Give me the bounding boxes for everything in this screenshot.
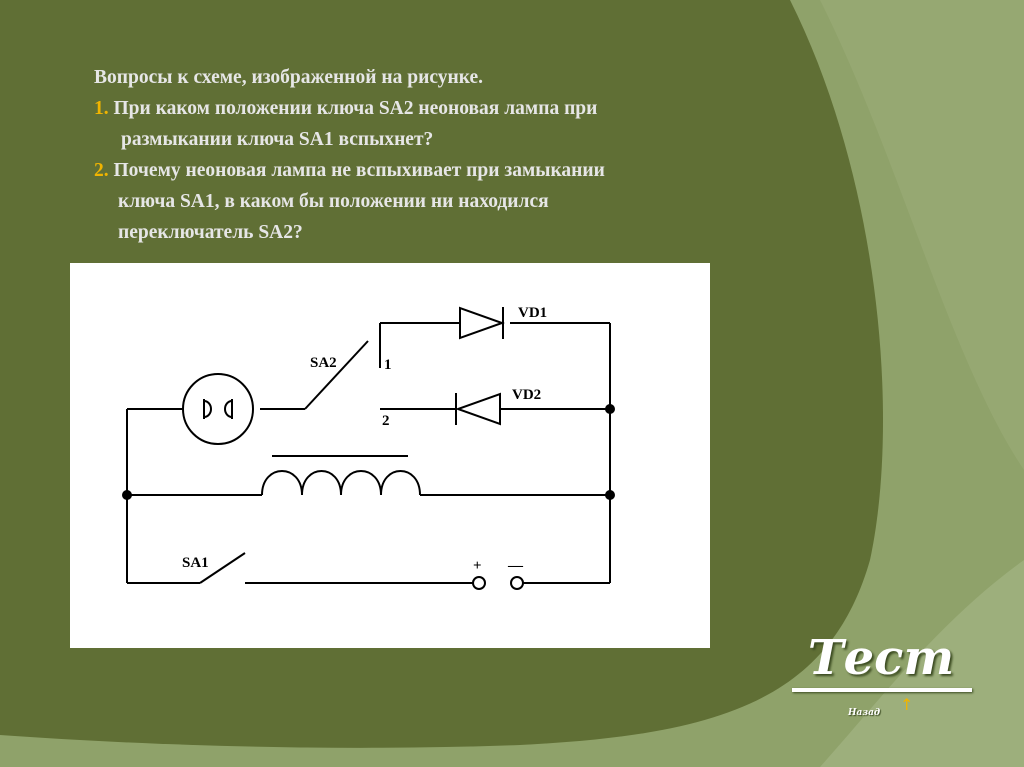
vd1-label: VD1 — [518, 305, 548, 321]
test-link-label: Тест — [807, 630, 955, 686]
question-1-line-1 — [94, 93, 794, 124]
question-2-line-2: ключа SA1, в каком бы положении ни находился — [118, 191, 549, 212]
circuit-diagram — [70, 263, 710, 648]
junction-dot — [605, 490, 615, 500]
minus-terminal — [511, 577, 523, 589]
circuit-svg — [70, 263, 710, 648]
questions-text — [94, 62, 794, 248]
neon-lamp — [183, 374, 253, 444]
question-2-line-1 — [94, 155, 794, 186]
plus-terminal — [473, 577, 485, 589]
sa2-position-2-label: 2 — [382, 413, 390, 429]
junction-dot — [122, 490, 132, 500]
question-1-line-2: размыкании ключа SA1 вспыхнет? — [121, 129, 434, 150]
question-2-text-1: Почему неоновая лампа не вспыхивает при замыкании — [113, 160, 605, 181]
test-link[interactable] — [786, 628, 976, 692]
sa2-switch-blade — [305, 341, 368, 409]
vd2-label: VD2 — [512, 387, 542, 403]
sa2-label: SA2 — [310, 355, 337, 371]
inductor-coil — [262, 456, 420, 495]
sa2-position-1-label: 1 — [384, 357, 392, 373]
diode-vd2 — [456, 393, 500, 425]
plus-label: + — [473, 558, 482, 574]
junction-dot — [605, 404, 615, 414]
test-link-underline — [792, 688, 972, 692]
sa1-label: SA1 — [182, 555, 209, 571]
diode-vd1 — [460, 307, 503, 339]
question-2-number: 2. — [94, 160, 109, 181]
back-link[interactable] — [848, 695, 918, 724]
question-1-text-1: При каком положении ключа SA2 неоновая лампа при — [113, 98, 598, 119]
minus-label: — — [508, 558, 523, 574]
up-arrow-icon: ↑ — [900, 695, 914, 714]
question-1-number: 1. — [94, 98, 109, 119]
questions-heading: Вопросы к схеме, изображенной на рисунке. — [94, 67, 483, 88]
back-link-label: Назад — [848, 708, 881, 718]
question-2-line-3: переключатель SA2? — [118, 222, 303, 243]
